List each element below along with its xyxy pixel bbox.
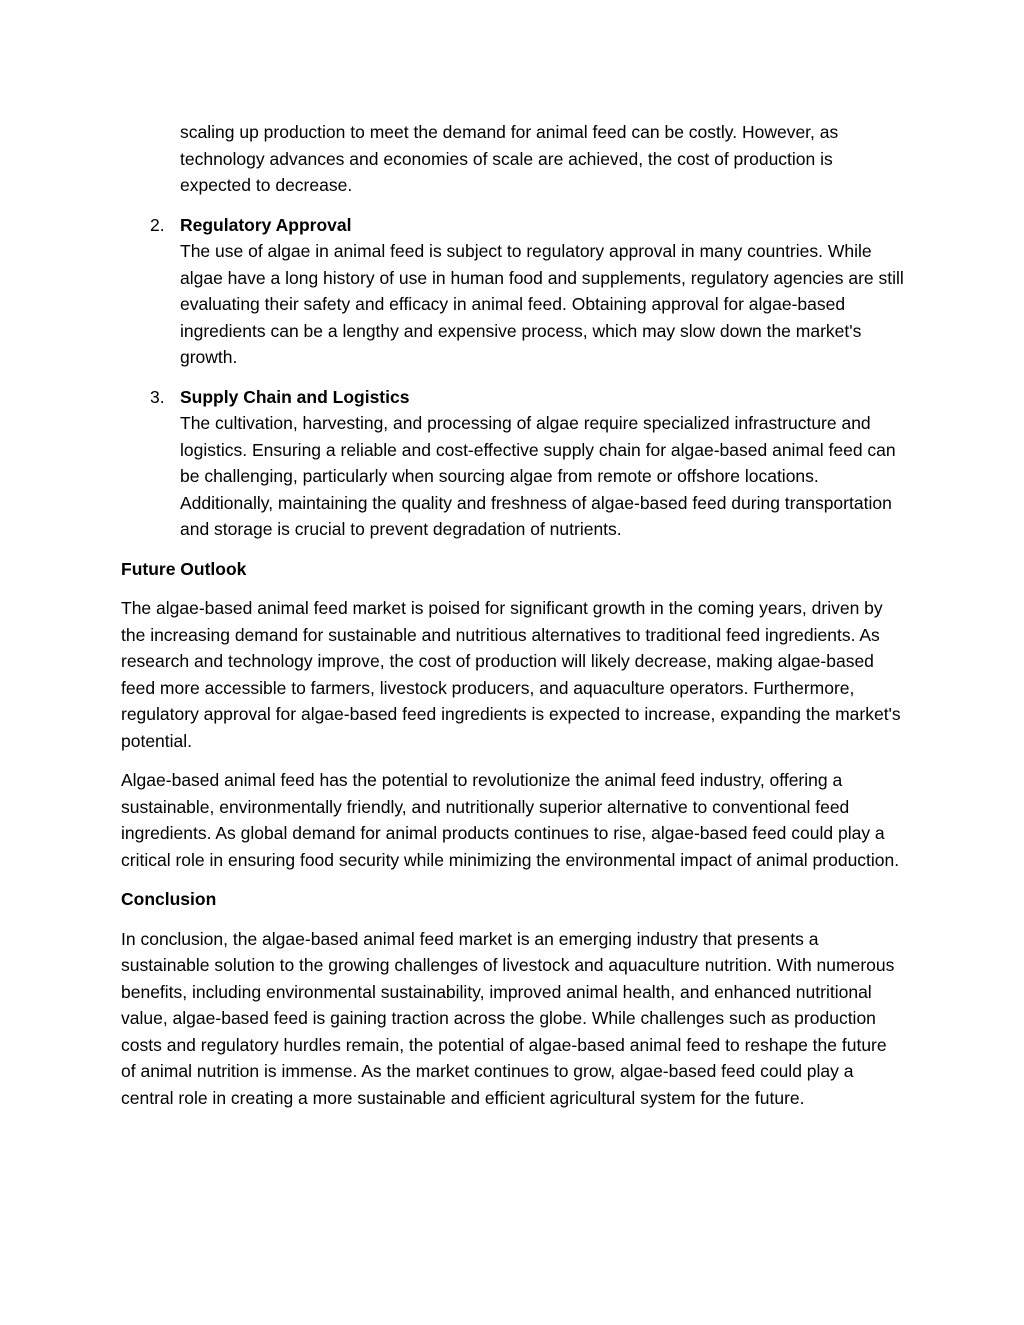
continuation-paragraph: scaling up production to meet the demand for animal feed can be costly. However, as technology advances and economies of scale are achieved, the cost of production is expected to decrease. — [180, 122, 839, 195]
document-page — [121, 119, 905, 1124]
list-item-title: Supply Chain and Logistics — [180, 386, 410, 407]
list-item-regulatory-approval — [121, 212, 905, 371]
future-outlook-paragraph-1: The algae-based animal feed market is poised for significant growth in the coming years, driven by the increasing demand for sustainable and nutritious alternatives to traditional feed ingredients. As research and technology improve, the cost of production will likely decrease, making algae-based feed more accessible to farmers, livestock producers, and aquaculture operators. Furthermore, regulatory approval for algae-based feed ingredients is expected to increase, expanding the market's potential. — [121, 598, 901, 751]
future-outlook-heading: Future Outlook — [121, 558, 247, 579]
list-number: 3. — [150, 386, 165, 407]
list-item-supply-chain — [121, 384, 905, 543]
conclusion-paragraph: In conclusion, the algae-based animal feed market is an emerging industry that presents a sustainable solution to the growing challenges of livestock and aquaculture nutrition. With numerous benefits, including environmental sustainability, improved animal health, and enhanced nutritional value, algae-based feed is gaining traction across the globe. While challenges such as production costs and regulatory hurdles remain, the potential of algae-based animal feed to reshape the future of animal nutrition is immense. As the market continues to grow, algae-based feed could play a central role in creating a more sustainable and efficient agricultural system for the future. — [121, 928, 895, 1108]
conclusion-heading: Conclusion — [121, 889, 217, 909]
list-item-title: Regulatory Approval — [180, 214, 352, 235]
list-item-body: The use of algae in animal feed is subject to regulatory approval in many countries. While algae have a long history of use in human food and supplements, regulatory agencies are still evaluating their safety and efficacy in animal feed. Obtaining approval for algae-based ingredients can be a lengthy and expensive process, which may slow down the market's growth. — [180, 241, 904, 367]
list-number: 2. — [150, 214, 165, 235]
future-outlook-paragraph-2: Algae-based animal feed has the potential to revolutionize the animal feed industry, offering a sustainable, environmentally friendly, and nutritionally superior alternative to conventional feed ingredients. As global demand for animal products continues to rise, algae-based feed could play a critical role in ensuring food security while minimizing the environmental impact of animal production. — [121, 770, 900, 870]
list-item-body: The cultivation, harvesting, and processing of algae require specialized infrastructure and logistics. Ensuring a reliable and cost-effective supply chain for algae-based animal feed can be challenging, particularly when sourcing algae from remote or offshore locations. Additionally, maintaining the quality and freshness of algae-based feed during transportation and storage is crucial to prevent degradation of nutrients. — [180, 413, 896, 539]
